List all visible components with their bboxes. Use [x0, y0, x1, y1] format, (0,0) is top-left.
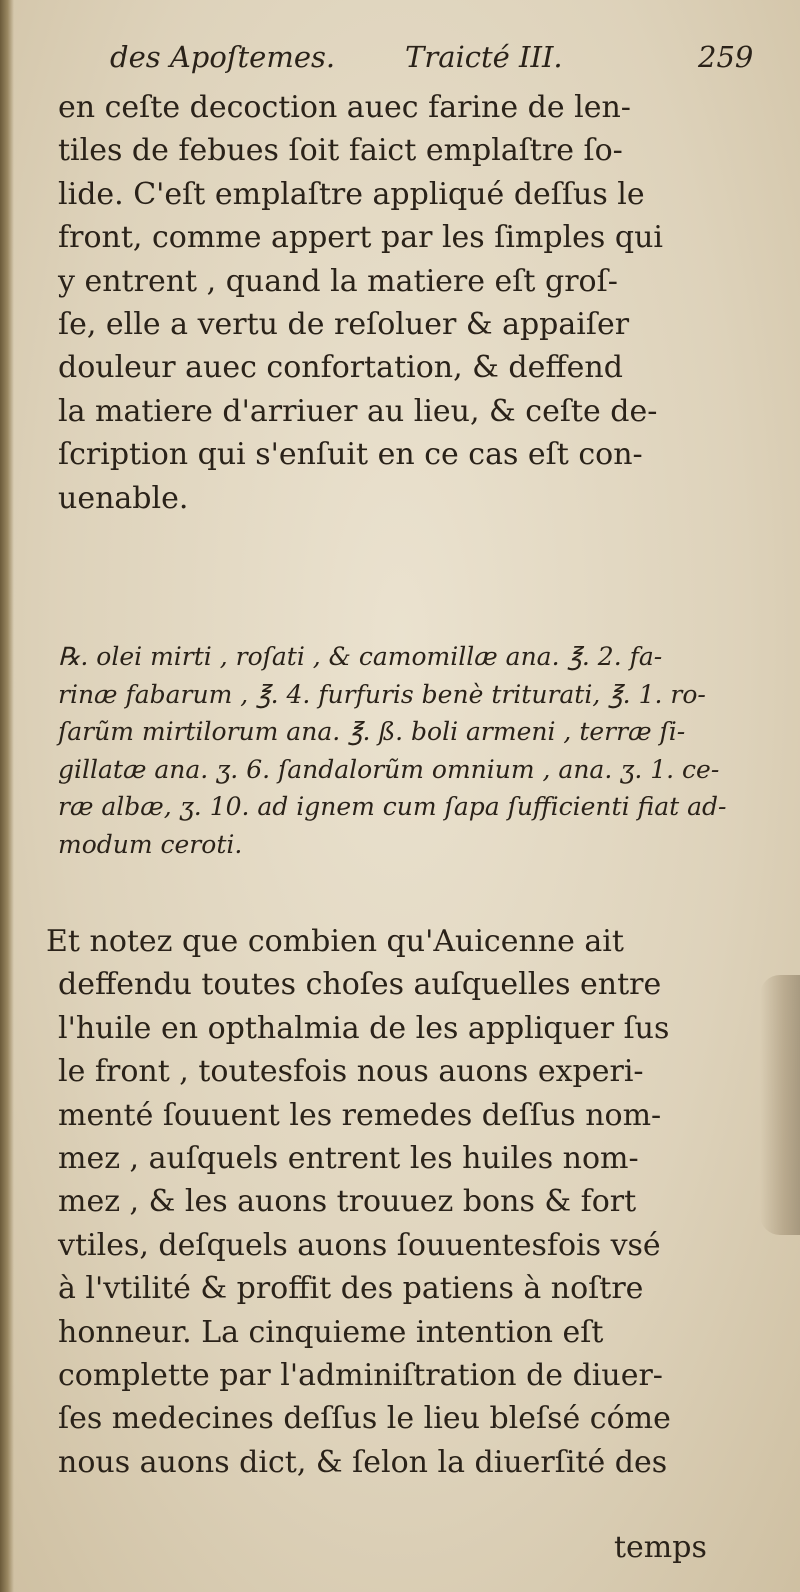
binding-edge — [0, 0, 14, 1592]
text-line: y entrent , quand la matiere eſt groſ- — [58, 263, 618, 299]
text-line: Et notez que combien qu'Auicenne ait — [46, 924, 624, 959]
text-line: ſe, elle a vertu de reſoluer & appaiſer — [58, 307, 630, 343]
text-line: vtiles, deſquels auons ſouuentesfois vsé — [58, 1227, 661, 1263]
paragraph-decoction — [58, 86, 758, 520]
recipe-line: ℞. olei mirti , roſati , & camomillæ ana. ℥. 2. fa- — [58, 642, 663, 671]
catchword: temps — [614, 1530, 707, 1565]
text-line: la matiere d'arriuer au lieu, & ceſte de- — [58, 393, 658, 429]
running-title: des Apoſtemes. — [110, 40, 336, 74]
text-line: nous auons dict, & ſelon la diuerſité des — [58, 1444, 668, 1480]
text-line: deffendu toutes choſes auſquelles entre — [58, 967, 662, 1003]
text-line: ſcription qui s'enſuit en ce cas eſt con- — [58, 437, 643, 473]
page-stain — [760, 975, 800, 1235]
text-line: le front , toutesfois nous auons experi- — [58, 1054, 644, 1090]
paragraph-avicenna — [46, 920, 758, 1484]
text-line: à l'vtilité & proffit des patiens à noſtre — [58, 1271, 644, 1307]
text-line: mez , auſquels entrent les huiles nom- — [58, 1141, 639, 1177]
text-line: ſes medecines deſſus le lieu bleſsé cóme — [58, 1401, 671, 1437]
text-line: l'huile en opthalmia de les appliquer ſus — [58, 1010, 670, 1046]
text-line: complette par l'adminiſtration de diuer- — [58, 1358, 663, 1394]
text-line: mez , & les auons trouuez bons & fort — [58, 1184, 637, 1220]
text-line: douleur auec confortation, & deffend — [58, 350, 623, 386]
recipe-line: modum ceroti. — [58, 829, 243, 859]
recipe-line: gillatæ ana. ʒ. 6. ſandalorũm omnium , ana. ʒ. 1. ce- — [58, 754, 720, 784]
text-line: menté ſouuent les remedes deſſus nom- — [58, 1097, 662, 1133]
section-reference: Traicté III. — [405, 40, 563, 74]
recipe-line: ræ albæ, ʒ. 10. ad ignem cum ſapa ſufficienti fiat ad- — [58, 792, 727, 821]
text-line: en ceſte decoction auec farine de len- — [58, 90, 631, 125]
recipe-line: rinæ fabarum , ℥. 4. furfuris benè triturati, ℥. 1. ro- — [58, 679, 706, 709]
text-line: honneur. La cinquieme intention eſt — [58, 1314, 604, 1350]
text-line: front, comme appert par les ſimples qui — [58, 220, 663, 256]
text-line: lide. C'eſt emplaſtre appliqué deſſus le — [58, 176, 645, 212]
page-header — [110, 40, 760, 80]
latin-recipe — [58, 638, 758, 863]
page-number: 259 — [698, 40, 754, 74]
recipe-line: ſarũm mirtilorum ana. ℥. ß. boli armeni , terræ ſi- — [58, 717, 686, 746]
text-line: tiles de febues ſoit faict emplaſtre ſo- — [58, 133, 623, 169]
text-line: uenable. — [58, 480, 189, 516]
